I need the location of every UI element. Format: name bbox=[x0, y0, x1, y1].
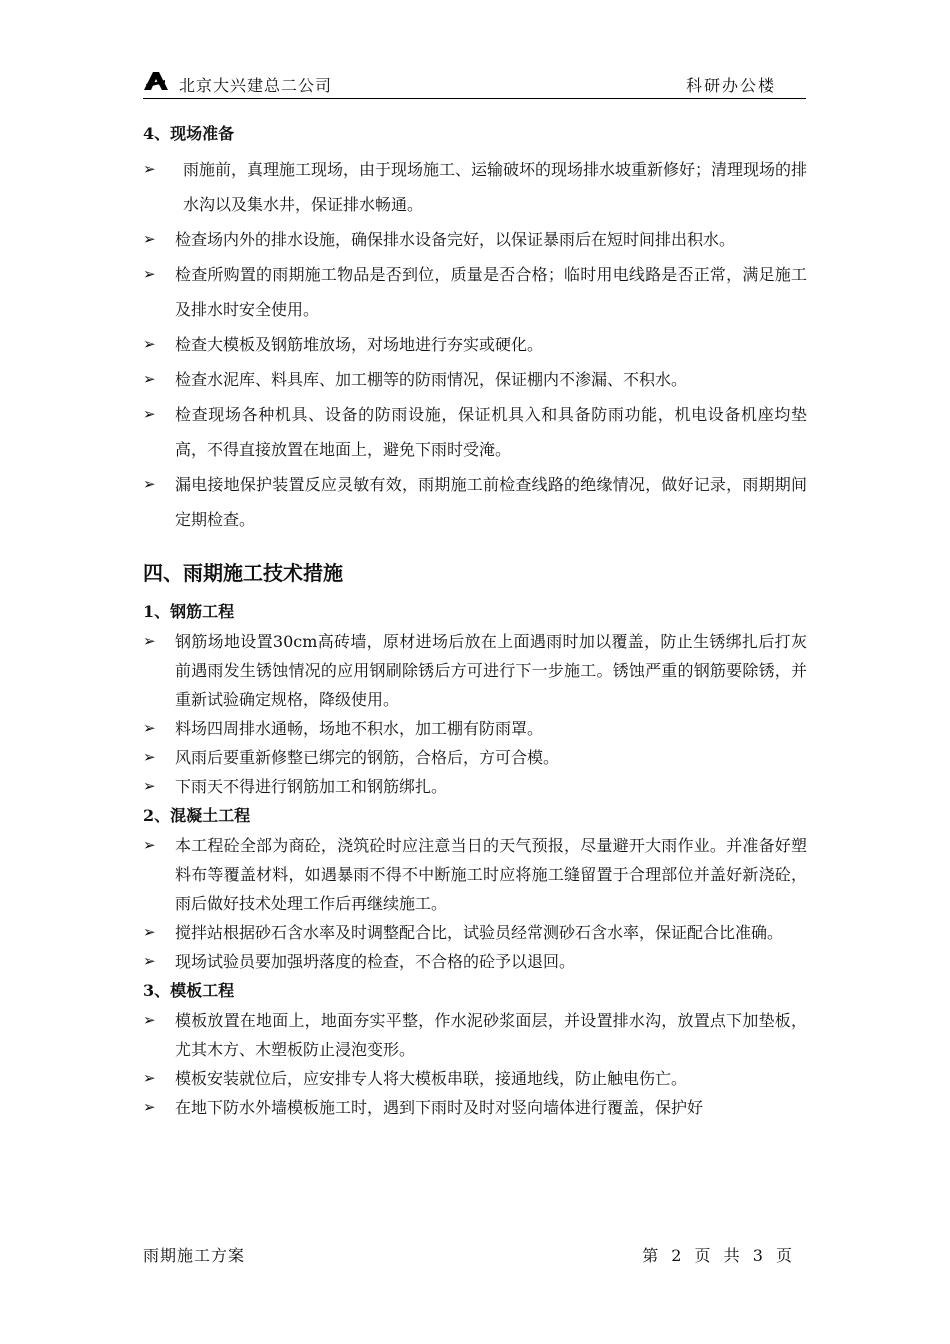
section-site-preparation bbox=[143, 116, 807, 537]
list-item: ➢ 在地下防水外墙模板施工时，遇到下雨时及时对竖向墙体进行覆盖，保护好 bbox=[143, 1093, 807, 1122]
project-name: 科研办公楼 bbox=[685, 76, 776, 95]
company-logo-icon bbox=[143, 70, 169, 92]
list-item: ➢ 钢筋场地设置30cm高砖墙，原材进场后放在上面遇雨时加以覆盖，防止生锈绑扎后打灰前遇雨发生锈蚀情况的应用钢刷除锈后方可进行下一步施工。锈蚀严重的钢筋要除锈，并重新试验确定规格，降级使用。 bbox=[143, 627, 807, 714]
list-item: ➢ 搅拌站根据砂石含水率及时调整配合比，试验员经常测砂石含水率，保证配合比准确。 bbox=[143, 918, 807, 947]
subsection-heading-formwork: 3、模板工程 bbox=[143, 981, 235, 1000]
arrow-bullet-icon: ➢ bbox=[143, 923, 156, 941]
section-technical-measures bbox=[143, 555, 807, 1122]
list-item: ➢ 风雨后要重新修整已绑完的钢筋，合格后，方可合模。 bbox=[143, 743, 807, 772]
arrow-bullet-icon: ➢ bbox=[143, 265, 156, 283]
page-content bbox=[143, 116, 807, 1122]
list-item: ➢ 检查场内外的排水设施，确保排水设备完好，以保证暴雨后在短时间排出积水。 bbox=[143, 222, 807, 257]
arrow-bullet-icon: ➢ bbox=[143, 1011, 156, 1029]
arrow-bullet-icon: ➢ bbox=[143, 1069, 156, 1087]
list-item: ➢ 检查水泥库、料具库、加工棚等的防雨情况，保证棚内不渗漏、不积水。 bbox=[143, 362, 807, 397]
list-item: ➢ 检查所购置的雨期施工物品是否到位，质量是否合格；临时用电线路是否正常，满足施工及排水时安全使用。 bbox=[143, 257, 807, 327]
list-item: ➢ 料场四周排水通畅，场地不积水，加工棚有防雨罩。 bbox=[143, 714, 807, 743]
list-item: ➢ 下雨天不得进行钢筋加工和钢筋绑扎。 bbox=[143, 772, 807, 801]
list-item: ➢ 检查现场各种机具、设备的防雨设施，保证机具入和具备防雨功能，机电设备机座均垫高，不得直接放置在地面上，避免下雨时受淹。 bbox=[143, 397, 807, 467]
list-item: ➢ 本工程砼全部为商砼，浇筑砼时应注意当日的天气预报，尽量避开大雨作业。并准备好塑料布等覆盖材料，如遇暴雨不得不中断施工时应将施工缝留置于合理部位并盖好新浇砼，雨后做好技术处理工作后再继续施工。 bbox=[143, 831, 807, 918]
company-name: 北京大兴建总二公司 bbox=[179, 76, 333, 95]
chapter-heading: 四、雨期施工技术措施 bbox=[143, 561, 343, 585]
arrow-bullet-icon: ➢ bbox=[143, 632, 156, 650]
page-header bbox=[143, 70, 806, 99]
arrow-bullet-icon: ➢ bbox=[143, 952, 156, 970]
list-item: ➢ 现场试验员要加强坍落度的检查，不合格的砼予以退回。 bbox=[143, 947, 807, 976]
arrow-bullet-icon: ➢ bbox=[143, 160, 156, 178]
arrow-bullet-icon: ➢ bbox=[143, 1098, 156, 1116]
subsection-heading-concrete: 2、混凝土工程 bbox=[143, 806, 251, 825]
arrow-bullet-icon: ➢ bbox=[143, 719, 156, 737]
arrow-bullet-icon: ➢ bbox=[143, 405, 156, 423]
subsection-heading-rebar: 1、钢筋工程 bbox=[143, 602, 235, 621]
footer-document-title: 雨期施工方案 bbox=[143, 1246, 246, 1265]
arrow-bullet-icon: ➢ bbox=[143, 230, 156, 248]
arrow-bullet-icon: ➢ bbox=[143, 836, 156, 854]
section-heading: 4、现场准备 bbox=[143, 124, 235, 143]
arrow-bullet-icon: ➢ bbox=[143, 335, 156, 353]
list-item: ➢ 模板放置在地面上，地面夯实平整，作水泥砂浆面层，并设置排水沟，放置点下加垫板，尤其木方、木塑板防止浸泡变形。 bbox=[143, 1006, 807, 1064]
list-item: ➢ 模板安装就位后，应安排专人将大模板串联，接通地线，防止触电伤亡。 bbox=[143, 1064, 807, 1093]
list-item: ➢ 漏电接地保护装置反应灵敏有效，雨期施工前检查线路的绝缘情况，做好记录，雨期期间定期检查。 bbox=[143, 467, 807, 537]
arrow-bullet-icon: ➢ bbox=[143, 777, 156, 795]
footer-page-number: 第 2 页 共 3 页 bbox=[642, 1246, 793, 1265]
list-item: ➢ 雨施前，真理施工现场，由于现场施工、运输破坏的现场排水坡重新修好；清理现场的排水沟以及集水井，保证排水畅通。 bbox=[143, 152, 807, 222]
list-item: ➢ 检查大模板及钢筋堆放场，对场地进行夯实或硬化。 bbox=[143, 327, 807, 362]
arrow-bullet-icon: ➢ bbox=[143, 370, 156, 388]
arrow-bullet-icon: ➢ bbox=[143, 748, 156, 766]
arrow-bullet-icon: ➢ bbox=[143, 475, 156, 493]
